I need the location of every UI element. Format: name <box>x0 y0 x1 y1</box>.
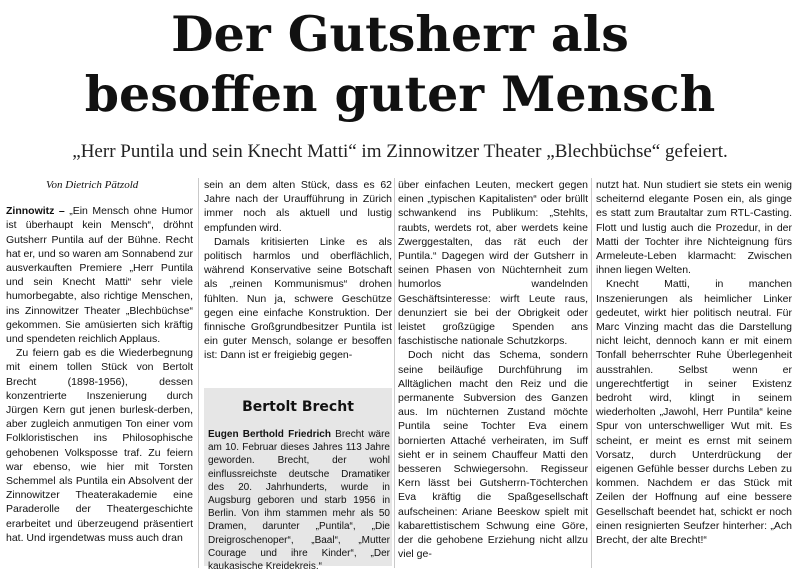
article-paragraph <box>6 204 193 346</box>
paragraph-text: „Ein Mensch ohne Humor ist überhaupt kein Mensch“, dröhnt Gutsherr Puntila auf der Bühne. Recht hat er, und so waren am Sonnabend zur ausverkauften Premiere „Herr Puntila und sein Knecht Matti“ sehr viele humorbegabte, also richtige Menschen, ins Zinnowitzer Theater „Blechbüchse“ gekommen. Sie amüsierten sich kräftig und spendeten reichlich Applaus. <box>6 205 193 346</box>
info-box-name: Eugen Berthold Friedrich <box>208 429 331 440</box>
article-column-1 <box>6 178 193 545</box>
article-paragraph: Doch nicht das Schema, sondern seine beiläufige Durchführung im Alltäglichen macht den Reiz und die permanente Subversion des Ganzen aus. Im nüchternen Zustand möchte Puntila seine Tochter Eva einem bornierten Attaché verheiraten, im Suff sieht er in seinem Chauffeur Matti den besseren Schwiegersohn. Regisseur Kern lässt bei Gutsherrn-Töchterchen Eva kräftig die Spaßgesellschaft aufscheinen: Ariane Beeskow spielt mit kabarettistischem Schwung eine Göre, der die gehobene Erziehung nicht allzu viel ge- <box>398 349 588 561</box>
article-paragraph: Knecht Matti, in manchen Inszenierungen als heimlicher Linker gedeutet, wirkt hier politisch neutral. Für Marc Vinzing macht das die Darstellung nicht leicht, dennoch kann er mit einem Tonfall beherrschter Ruhe Überlegenheit ausstrahlen. Selbst wenn er ungerechtfertigt in seiner Existenz bedroht wird, klingt in seinem wiederholten „Jawohl, Herr Puntila“ keine Spur von unterschwelliger Wut mit. Es scheint, er meint es ernst mit seinem Vorsatz, durch Unterdrückung der eigenen Gefühle besser durchs Leben zu kommen. Nachdem er das Stück mit Zeilen der Hoffnung auf eine bessere Gesellschaft beendet hat, schickt er noch einen resignierten Seufzer hinterher: „Ach Brecht, der alte Brecht!“ <box>596 278 792 547</box>
info-box <box>204 388 392 573</box>
info-box-body: Brecht wäre am 10. Februar dieses Jahres 113 Jahre geworden. Brecht, der wohl einflussreichste deutsche Dramatiker des 20. Jahrhunderts, wurde in Augsburg geboren und starb 1956 in Berlin. Von ihm stammen mehr als 50 Dramen, darunter „Puntila“, „Die Dreigroschenoper“, „Baal“, „Mutter Courage und ihre Kinder“, „Der kaukasische Kreidekreis.“ <box>208 429 390 573</box>
info-box-title: Bertolt Brecht <box>242 399 354 415</box>
subheadline: „Herr Puntila und sein Knecht Matti“ im Zinnowitzer Theater „Blechbüchse“ gefeiert. <box>72 141 728 162</box>
article-paragraph: über einfachen Leuten, meckert gegen einen „typischen Kapitalisten“ oder brüllt schwankend ins Publikum: „Stehlts, raubts, werdets rot, aber werdets keine Zwerggestalten, das rät euch der Puntila.“ Dagegen wird der Gutsherr in seinen Phasen von Nüchternheit zum humorlos wandelnden Geschäftsinteresse: wirft Leute raus, denunziert sie bei der Obrigkeit oder leistet großzügige Spenden ans faschistische nationale Schutzkorps. <box>398 179 588 348</box>
headline-line-1: Der Gutsherr als <box>171 5 629 63</box>
article-column-4 <box>596 178 792 547</box>
author-byline: Von Dietrich Pätzold <box>46 179 139 191</box>
article-column-2 <box>204 178 392 363</box>
article-column-3 <box>398 178 588 561</box>
column-divider <box>198 178 199 568</box>
column-divider <box>394 178 395 568</box>
info-box-text <box>208 428 390 573</box>
article-paragraph: Damals kritisierten Linke es als politisch harmlos und oberflächlich, während Konservative seine Botschaft als „reinen Kommunismus“ drohen fühlten. Nun ja, schwere Geschütze gegen eine einfache Konstruktion. Der finnische Großgrundbesitzer Puntila ist ein guter Mensch, solange er besoffen ist: Dann ist er freigiebig gegen- <box>204 235 392 362</box>
article-paragraph: Zu feiern gab es die Wiederbegnung mit einem tollen Stück von Bertolt Brecht (1898-1956), dessen konzentrierte Inszenierung durch Jürgen Kern gut jenen burlesk-derben, aber zugleich anmutigen Ton einer vom Folkloristischen ins Philosophische gehobenen Volksposse traf. Zu feiern war ebenso, wie hier mit Torsten Schemmel als Puntila ein Absolvent der Zinnowitzer Theaterakademie eine Paraderolle der Theatergeschichte erarbeitet und überzeugend präsentiert hat. Und irgendetwas muss auch dran <box>6 347 193 544</box>
article-paragraph: nutzt hat. Nun studiert sie stets ein wenig scheiternd elegante Posen ein, als ginge es statt zum Brautaltar zum RTL-Casting. Flott und lustig auch die Prozedur, in der Matti der Tochter ihre Nichteignung fürs Armeleute-Leben klarmacht: Zwischen ihnen liegen Welten. <box>596 179 792 277</box>
column-divider <box>591 178 592 568</box>
headline-line-2: besoffen guter Mensch <box>84 65 716 123</box>
article-paragraph: sein an dem alten Stück, dass es 62 Jahre nach der Uraufführung in Zürich immer noch als aktuell und lustig empfunden wird. <box>204 179 392 234</box>
dateline: Zinnowitz – <box>6 205 65 218</box>
